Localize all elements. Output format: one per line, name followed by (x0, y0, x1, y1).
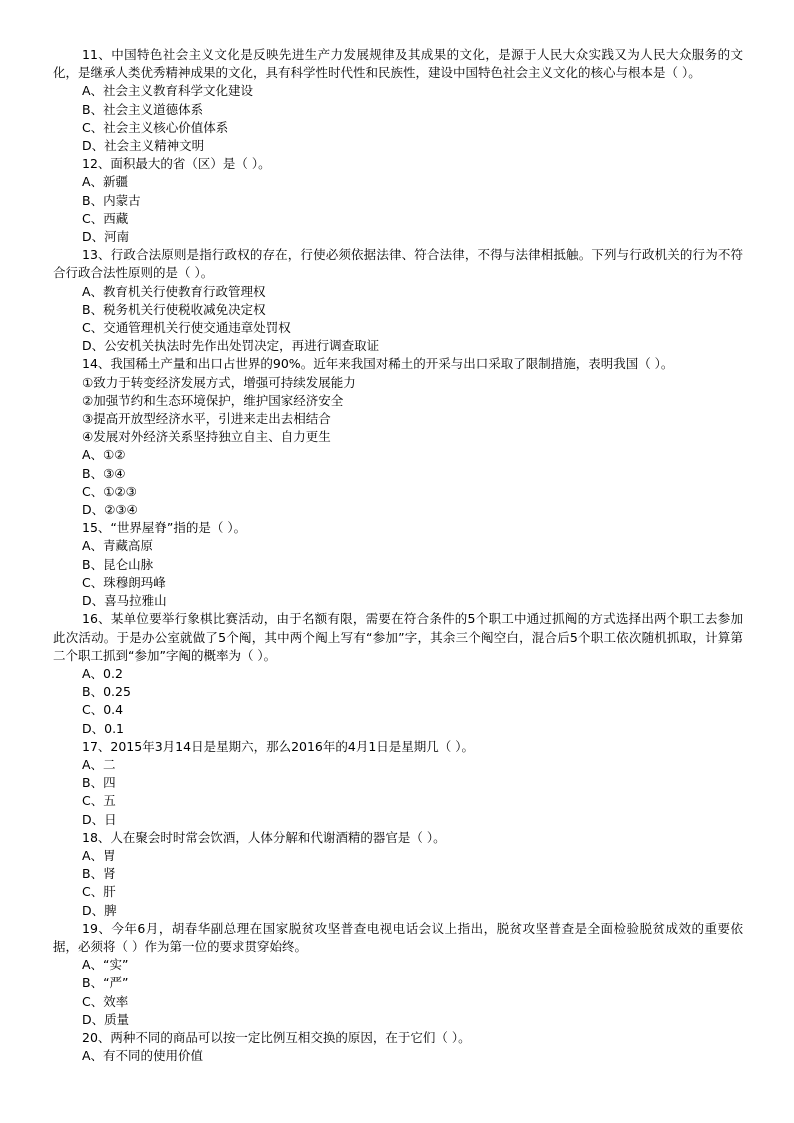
answer-option: D、0.1 (82, 720, 125, 736)
answer-option: B、四 (82, 775, 116, 791)
answer-option: ②加强节约和生态环境保护，维护国家经济安全 (82, 392, 344, 408)
document-page (53, 46, 743, 1065)
answer-option: B、“严” (82, 975, 129, 991)
answer-option: A、社会主义教育科学文化建设 (82, 83, 254, 99)
answer-option: A、二 (82, 756, 116, 772)
answer-option: A、青藏高原 (82, 538, 154, 554)
answer-option: ④发展对外经济关系坚持独立自主、自力更生 (82, 429, 331, 445)
answer-option: B、社会主义道德体系 (82, 101, 204, 117)
answer-option: A、“实” (82, 957, 129, 973)
question-block (53, 920, 743, 1029)
question-block (53, 610, 743, 737)
question-block (53, 355, 743, 519)
answer-option: B、税务机关行使税收减免决定权 (82, 301, 266, 317)
question-stem: 15、“世界屋脊”指的是（ ）。 (82, 520, 247, 536)
question-block (53, 1029, 743, 1065)
question-stem: 17、2015年3月14日是星期六，那么2016年的4月1日是星期几（ ）。 (82, 738, 475, 754)
question-stem: 12、面积最大的省（区）是（ ）。 (82, 156, 271, 172)
answer-option: D、河南 (82, 229, 130, 245)
answer-option: D、②③④ (82, 502, 138, 518)
question-stem: 14、我国稀土产量和出口占世界的90%。近年来我国对稀土的开采与出口采取了限制措施，表明我国（ ）。 (82, 356, 674, 372)
answer-option: ③提高开放型经济水平，引进来走出去相结合 (82, 411, 331, 427)
question-stem: 16、某单位要举行象棋比赛活动，由于名额有限，需要在符合条件的5个职工中通过抓阄的方式选择出两个职工去参加此次活动。于是办公室就做了5个阄，其中两个阄上写有“参加”字，其余三个阄空白，混合后5个职工依次随机抓取，计算第二个职工抓到“参加”字阄的概率为（ ）。 (53, 611, 743, 663)
answer-option: D、喜马拉雅山 (82, 593, 167, 609)
answer-option: A、教育机关行使教育行政管理权 (82, 283, 266, 299)
answer-option: A、胃 (82, 847, 116, 863)
answer-option: C、①②③ (82, 483, 137, 499)
answer-option: B、肾 (82, 866, 116, 882)
question-stem: 11、中国特色社会主义文化是反映先进生产力发展规律及其成果的文化，是源于人民大众实践又为人民大众服务的文化，是继承人类优秀精神成果的文化，具有科学性时代性和民族性，建设中国特色社会主义文化的核心与根本是（ ）。 (53, 47, 743, 81)
answer-option: C、西藏 (82, 210, 129, 226)
answer-option: D、质量 (82, 1011, 130, 1027)
question-block (53, 738, 743, 829)
question-stem: 18、人在聚会时时常会饮酒，人体分解和代谢酒精的器官是（ ）。 (82, 829, 446, 845)
answer-option: D、脾 (82, 902, 117, 918)
question-block (53, 519, 743, 610)
question-block (53, 155, 743, 246)
answer-option: A、0.2 (82, 665, 123, 681)
answer-option: C、0.4 (82, 702, 124, 718)
answer-option: A、①② (82, 447, 126, 463)
question-block (53, 46, 743, 155)
answer-option: B、昆仑山脉 (82, 556, 154, 572)
question-block (53, 246, 743, 355)
answer-option: D、公安机关执法时先作出处罚决定，再进行调查取证 (82, 338, 380, 354)
answer-option: C、五 (82, 793, 116, 809)
question-stem: 19、今年6月，胡春华副总理在国家脱贫攻坚普查电视电话会议上指出，脱贫攻坚普查是全面检验脱贫成效的重要依据，必须将（ ）作为第一位的要求贯穿始终。 (53, 920, 743, 954)
answer-option: C、交通管理机关行使交通违章处罚权 (82, 320, 291, 336)
answer-option: C、珠穆朗玛峰 (82, 574, 166, 590)
answer-option: B、0.25 (82, 684, 131, 700)
question-block (53, 829, 743, 920)
answer-option: C、肝 (82, 884, 116, 900)
question-stem: 20、两种不同的商品可以按一定比例互相交换的原因，在于它们（ ）。 (82, 1029, 471, 1045)
answer-option: C、效率 (82, 993, 129, 1009)
answer-option: D、日 (82, 811, 117, 827)
answer-option: D、社会主义精神文明 (82, 138, 205, 154)
answer-option: ①致力于转变经济发展方式，增强可持续发展能力 (82, 374, 356, 390)
answer-option: C、社会主义核心价值体系 (82, 119, 229, 135)
answer-option: B、内蒙古 (82, 192, 141, 208)
answer-option: A、有不同的使用价值 (82, 1048, 204, 1064)
answer-option: A、新疆 (82, 174, 129, 190)
answer-option: B、③④ (82, 465, 126, 481)
question-stem: 13、行政合法原则是指行政权的存在，行使必须依据法律、符合法律，不得与法律相抵触。下列与行政机关的行为不符合行政合法性原则的是（ ）。 (53, 247, 743, 281)
